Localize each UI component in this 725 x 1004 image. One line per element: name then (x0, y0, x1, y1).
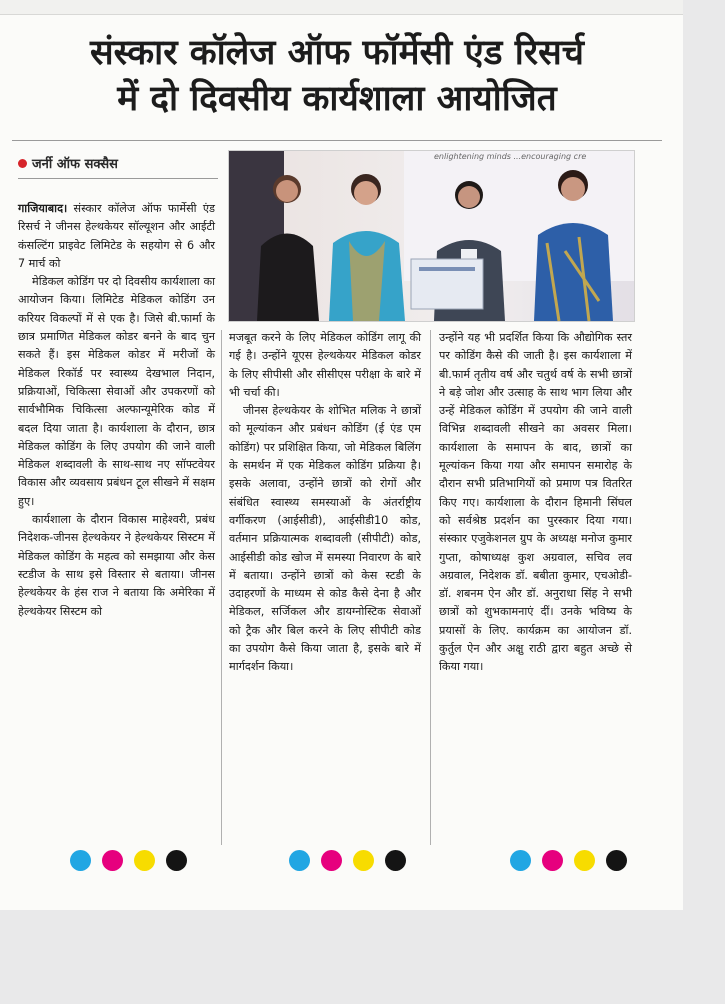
magenta-dot-icon (102, 850, 123, 871)
lead-paragraph: संस्कार कॉलेज ऑफ फार्मेसी एंड रिसर्च ने जीनस हेल्थकेयर सॉल्यूशन और आईटी कंसल्टिंग प्राइवेट लिमिटेड के सहयोग से 6 और 7 मार्च को (18, 202, 215, 270)
black-dot-icon (606, 850, 627, 871)
paragraph: कार्यशाला के दौरान विकास माहेश्वरी, प्रबंध निदेशक-जीनस हेल्थकेयर ने हेल्थकेयर सिस्टम में मेडिकल कोडिंग के महत्व को समझाया और केस स्टडीज के साथ इसे विस्तार से बताया। जीनस हेल्थकेयर के हंस राज ने बताया कि अमेरिका में हेल्थकेयर सिस्टम को (18, 513, 215, 618)
cyan-dot-icon (289, 850, 310, 871)
article-column-2 (229, 329, 421, 677)
cyan-dot-icon (70, 850, 91, 871)
black-dot-icon (166, 850, 187, 871)
color-swatches-1 (70, 850, 198, 872)
yellow-dot-icon (574, 850, 595, 871)
byline-text: जर्नी ऑफ सक्सैस (32, 157, 118, 172)
yellow-dot-icon (353, 850, 374, 871)
column-divider (430, 330, 431, 845)
paragraph: जीनस हेल्थकेयर के शोभित मलिक ने छात्रों को मूल्यांकन और प्रबंधन कोडिंग (ई एंड एम कोडिंग) पर प्रशिक्षित किया, जो मेडिकल बिलिंग के समर्थन में एक मेडिकल कोडिंग प्रक्रिया है। इसके अलावा, उन्होंने छात्रों को रोगों और संबंधित स्वास्थ्य समस्याओं के अंतर्राष्ट्रीय वर्गीकरण (आईसीडी), आईसीडी10 कोड, वर्तमान प्रक्रियात्मक शब्दावली (सीपीटी) कोड, आईसीडी कोड खोज में समस्या निवारण के बारे में बताया। उन्होंने छात्रों को केस स्टडी के उदाहरणों के माध्यम से कोड कैसे देना है और मेडिकल, सर्जिकल और डायग्नोस्टिक सेवाओं को ट्रैक और बिल करने के लिए सीपीटी कोड का उपयोग कैसे किया जाता है, इसके बारे में मार्गदर्शन किया। (229, 404, 421, 674)
black-dot-icon (385, 850, 406, 871)
byline-rule (18, 178, 218, 179)
color-swatches-2 (289, 850, 417, 872)
event-photo (228, 150, 635, 322)
headline-line-2: में दो दिवसीय कार्यशाला आयोजित (117, 79, 557, 119)
previous-article-strip (0, 0, 683, 15)
paragraph: उन्होंने यह भी प्रदर्शित किया कि औद्योगिक स्तर पर कोडिंग कैसे की जाती है। इस कार्यशाला में बी.फार्म तृतीय वर्ष और चतुर्थ वर्ष के सभी छात्रों ने बड़े जोश और उत्साह के साथ भाग लिया और उन्हें मेडिकल कोडिंग में उपयोग की जाने वाली विभिन्न शब्दावली सीखने का अवसर मिला। कार्यशाला के समापन के बाद, छात्रों का मूल्यांकन किया गया और समापन समारोह के दौरान सभी प्रतिभागियों को प्रमाण पत्र वितरित किए गए। कार्यशाला के दौरान हिमानी सिंघल को सर्वश्रेष्ठ प्रदर्शन का पुरस्कार दिया गया। संस्कार एजुकेशनल ग्रुप के अध्यक्ष मनोज कुमार गुप्ता, कोषाध्यक्ष कुश अग्रवाल, सचिव लव अग्रवाल, निदेशक डॉ. बबीता कुमार, एचओडी- डॉ. शबनम ऐन और डॉ. अनुराधा सिंह ने सभी छात्रों को शुभकामनाएं दीं। उनके भविष्य के प्रयासों के लिए. कार्यक्रम का आयोजन डॉ. कुर्तुल ऐन और अक्षु राठी द्वारा बहुत अच्छे से किया गया। (439, 331, 632, 674)
byline (18, 154, 218, 172)
color-swatches-3 (510, 850, 638, 872)
magenta-dot-icon (542, 850, 563, 871)
article-column-3 (439, 329, 632, 677)
red-bullet-icon (18, 159, 27, 168)
column-divider (221, 330, 222, 845)
paragraph: मेडिकल कोडिंग पर दो दिवसीय कार्यशाला का आयोजन किया। लिमिटेड मेडिकल कोडिंग उन करियर विकल्पों में से एक है। जिसे बी.फार्मा के छात्र प्रमाणित मेडिकल कोडर बनने के बाद चुन सकते हैं। इस मेडिकल कोडर में मरीजों के मेडिकल रिकॉर्ड पर स्वास्थ्य देखभाल निदान, प्रक्रियाओं, चिकित्सा सेवाओं और उपकरणों को सार्वभौमिक चिकित्सा अल्फान्यूमेरिक कोड में बदल दिया जाता है। कार्यशाला के दौरान, छात्र मेडिकल कोडिंग के लिए उपयोग की जाने वाली मेडिकल शब्दावली के साथ-साथ नए सॉफ्टवेयर विकास और व्यवसाय प्रबंधन टूल सीखने में सक्षम हुए। (18, 275, 215, 508)
headline-rule (12, 140, 662, 141)
paragraph: मजबूत करने के लिए मेडिकल कोडिंग लागू की गई है। उन्होंने यूएस हेल्थकेयर मेडिकल कोडर के लिए सीपीसी और सीसीएस परीक्षा के बारे में भी चर्चा की। (229, 331, 421, 399)
yellow-dot-icon (134, 850, 155, 871)
headline-line-1: संस्कार कॉलेज ऑफ फॉर्मेसी एंड रिसर्च (90, 33, 584, 73)
cyan-dot-icon (510, 850, 531, 871)
article-column-1 (18, 200, 215, 621)
magenta-dot-icon (321, 850, 342, 871)
dateline: गाजियाबाद। (18, 202, 68, 215)
photo-banner-text: enlightening minds ...encouraging cre (434, 152, 587, 161)
headline (12, 30, 662, 122)
